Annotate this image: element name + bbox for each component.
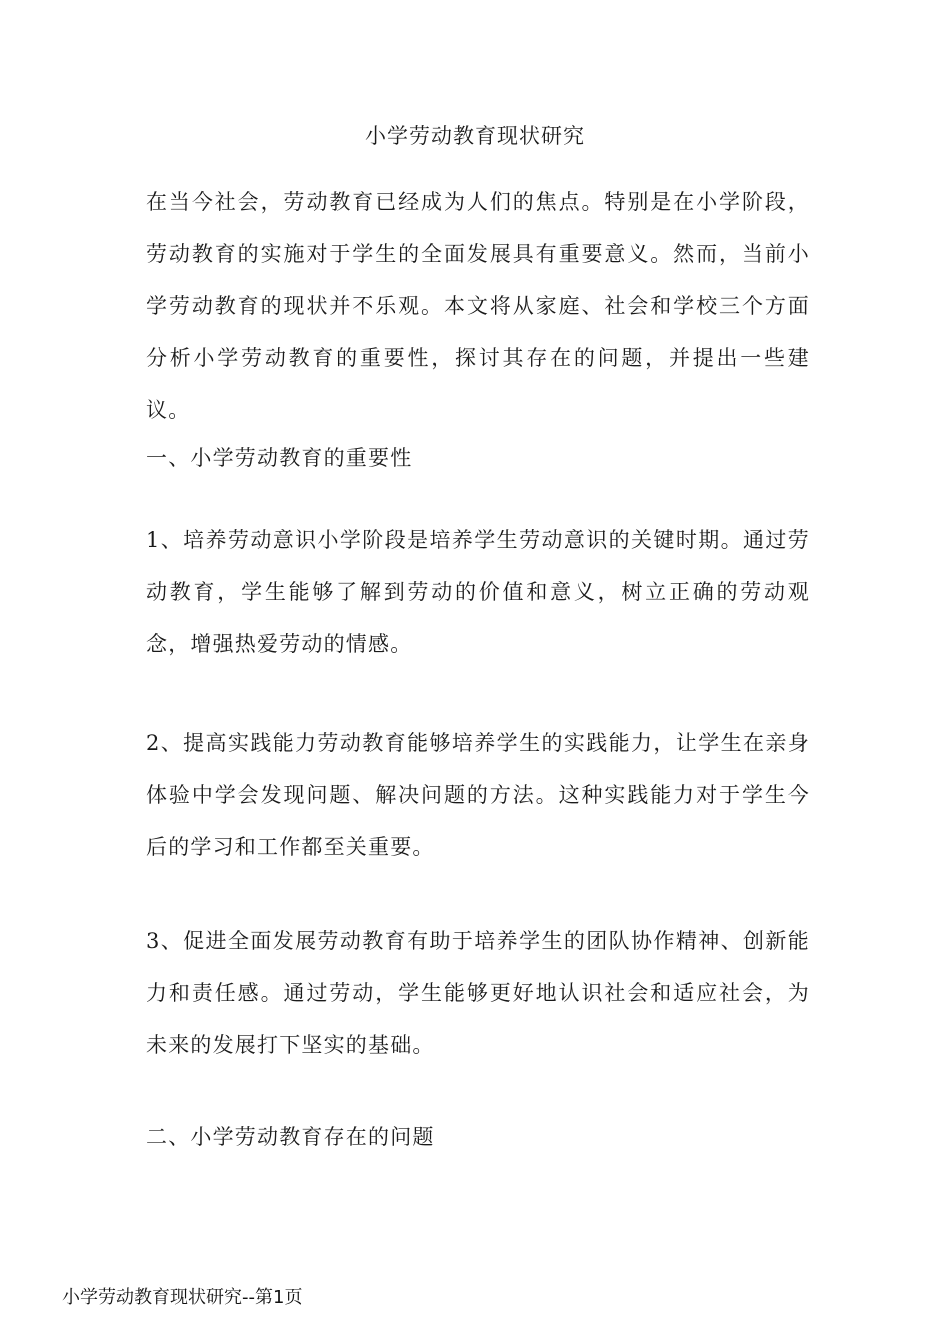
intro-paragraph: 在当今社会，劳动教育已经成为人们的焦点。特别是在小学阶段，劳动教育的实施对于学生的全面发展具有重要意义。然而，当前小学劳动教育的现状并不乐观。本文将从家庭、社会和学校三个方面分析小学劳动教育的重要性，探讨其存在的问题，并提出一些建议。 xyxy=(146,190,810,422)
document-title: 小学劳动教育现状研究 xyxy=(365,124,585,148)
paragraph-labor-awareness: 1、培养劳动意识小学阶段是培养学生劳动意识的关键时期。通过劳动教育，学生能够了解到劳动的价值和意义，树立正确的劳动观念，增强热爱劳动的情感。 xyxy=(146,528,810,656)
section-heading-problems: 二、小学劳动教育存在的问题 xyxy=(146,1125,435,1149)
paragraph-all-round-development: 3、促进全面发展劳动教育有助于培养学生的团队协作精神、创新能力和责任感。通过劳动，学生能够更好地认识社会和适应社会，为未来的发展打下坚实的基础。 xyxy=(146,929,810,1057)
page-footer: 小学劳动教育现状研究--第1页 xyxy=(62,1287,303,1308)
section-heading-importance: 一、小学劳动教育的重要性 xyxy=(146,446,413,470)
paragraph-practical-ability: 2、提高实践能力劳动教育能够培养学生的实践能力，让学生在亲身体验中学会发现问题、解决问题的方法。这种实践能力对于学生今后的学习和工作都至关重要。 xyxy=(146,731,810,859)
